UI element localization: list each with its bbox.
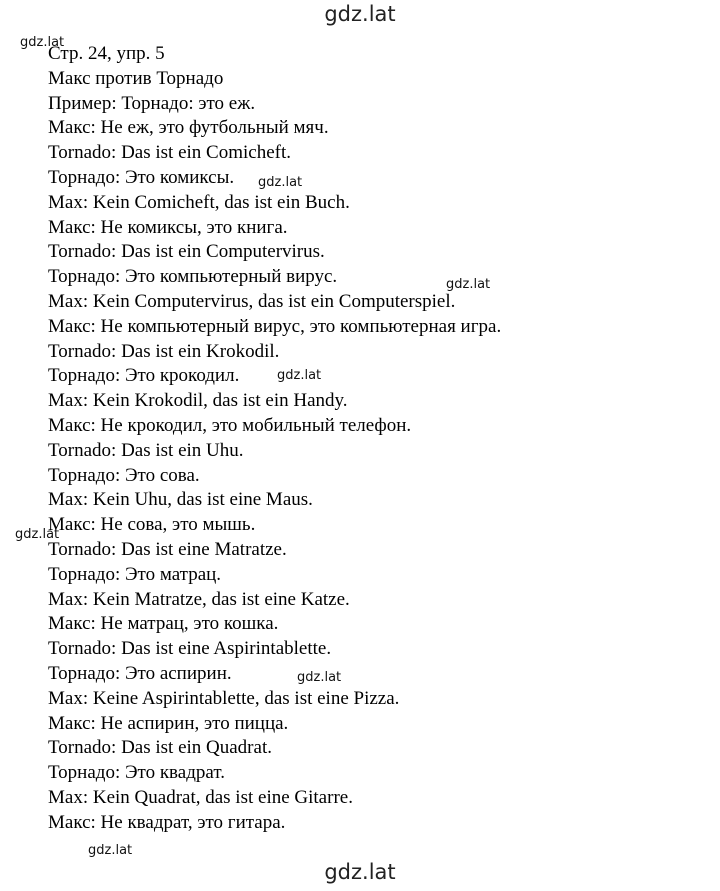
text-line: Max: Kein Matratze, das ist eine Katze. [48,588,350,610]
footer-watermark: gdz.lat [324,860,396,884]
text-line: Макс: Не комиксы, это книга. [48,216,288,238]
exercise-title: Макс против Торнадо [48,67,224,89]
header-watermark: gdz.lat [324,2,396,26]
exercise-text [48,42,501,836]
text-line: Max: Kein Krokodil, das ist ein Handy. [48,390,348,412]
text-line: Торнадо: Это квадрат. [48,762,225,784]
text-line: Пример: Торнадо: это еж. [48,92,256,114]
inline-watermark: gdz.lat [88,843,133,858]
inline-watermark: gdz.lat [258,175,303,190]
text-line: Торнадо: Это сова. [48,464,200,486]
inline-watermark: gdz.lat [20,35,65,50]
text-line: Торнадо: Это аспирин. [48,662,232,684]
exercise-reference: Стр. 24, упр. 5 [48,43,165,64]
text-line: Макс: Не квадрат, это гитара. [48,811,286,833]
text-line: Tornado: Das ist eine Aspirintablette. [48,638,332,660]
inline-watermark: gdz.lat [446,277,491,292]
text-line: Торнадо: Это компьютерный вирус. [48,266,338,288]
text-line: Tornado: Das ist ein Krokodil. [48,340,280,362]
text-line: Tornado: Das ist ein Computervirus. [48,241,325,263]
text-line: Торнадо: Это матрац. [48,563,222,585]
text-line: Макс: Не аспирин, это пицца. [48,712,289,734]
text-line: Max: Kein Quadrat, das ist eine Gitarre. [48,786,353,808]
text-line: Макс: Не матрац, это кошка. [48,613,279,635]
text-line: Макс: Не крокодил, это мобильный телефон. [48,414,412,436]
text-line: Tornado: Das ist ein Uhu. [48,439,244,461]
text-line: Tornado: Das ist eine Matratze. [48,538,287,560]
text-line: Макс: Не еж, это футбольный мяч. [48,117,329,139]
text-line: Tornado: Das ist ein Comicheft. [48,142,291,164]
text-line: Max: Kein Uhu, das ist eine Maus. [48,489,313,511]
inline-watermark: gdz.lat [15,527,60,542]
inline-watermark: gdz.lat [277,368,322,383]
text-line: Торнадо: Это комиксы. [48,166,235,188]
inline-watermark: gdz.lat [297,670,342,685]
text-line: Tornado: Das ist ein Quadrat. [48,737,272,759]
text-line: Макс: Не сова, это мышь. [48,514,256,536]
text-line: Торнадо: Это крокодил. [48,365,240,387]
text-line: Max: Keine Aspirintablette, das ist eine Pizza. [48,687,400,709]
text-line: Макс: Не компьютерный вирус, это компьютерная игра. [48,315,502,337]
text-line: Max: Kein Comicheft, das ist ein Buch. [48,191,350,213]
text-line: Max: Kein Computervirus, das ist ein Computerspiel. [48,290,456,312]
